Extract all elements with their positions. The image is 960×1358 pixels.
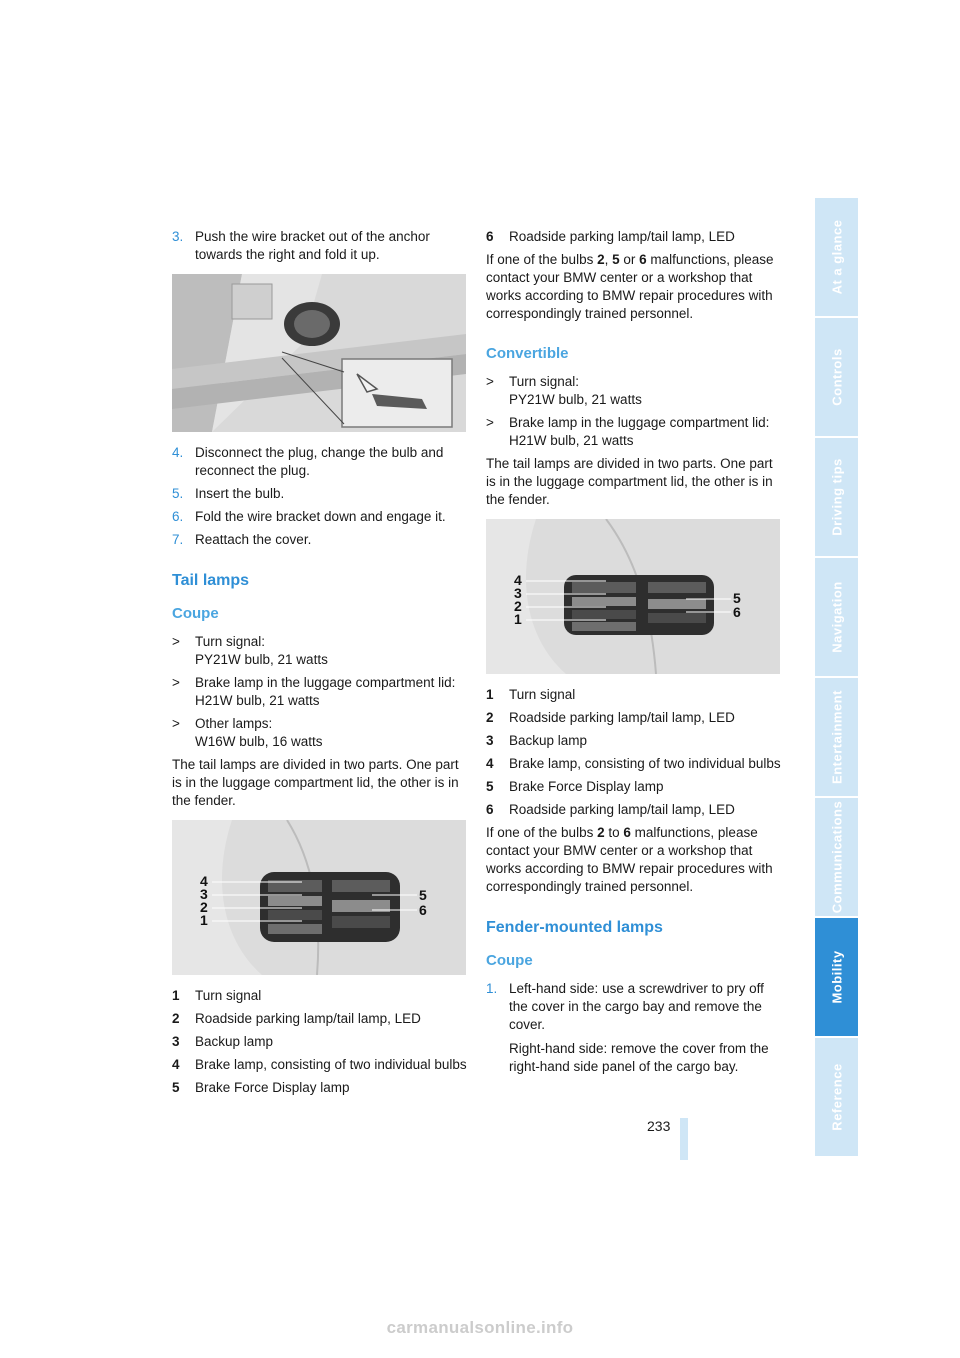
item-text: Brake lamp, consisting of two individual bulbs <box>195 1057 467 1072</box>
list-item <box>172 1010 472 1028</box>
item-number: 1 <box>486 687 494 702</box>
tab-controls[interactable] <box>815 318 858 438</box>
fig-label-6: 6 <box>733 604 741 620</box>
coupe-tail-lamp-illustration <box>172 820 466 975</box>
convertible-tail-lamp-figure <box>486 519 780 674</box>
tab-label: Reference <box>829 1063 844 1131</box>
step-text: Insert the bulb. <box>195 486 285 501</box>
watermark: carmanualsonline.info <box>386 1318 574 1337</box>
bullet-marker: > <box>172 634 180 649</box>
bullet-turn-signal <box>486 373 786 409</box>
paragraph-malfunction: If one of the bulbs 2 to 6 malfunctions, please contact your BMW center or a workshop that works according to BMW repair procedures with correspondingly trained personnel. <box>486 825 773 894</box>
item-number: 4 <box>486 756 494 771</box>
bullet-brake-lamp <box>486 414 786 450</box>
list-item <box>486 228 786 246</box>
bullet-line: Turn signal: <box>195 634 266 649</box>
paragraph-malfunction: If one of the bulbs 2, 5 or 6 malfunctions, please contact your BMW center or a workshop that works according to BMW repair procedures with correspondingly trained personnel. <box>486 252 774 321</box>
fig-label-3: 3 <box>514 585 522 601</box>
step-5 <box>172 485 472 503</box>
tab-label: Driving tips <box>829 458 844 536</box>
bullet-line: Brake lamp in the luggage compartment lid: <box>509 415 770 430</box>
bullet-marker: > <box>172 675 180 690</box>
bullet-turn-signal <box>172 633 472 669</box>
bullet-marker: > <box>172 716 180 731</box>
item-number: 1 <box>172 988 180 1003</box>
subheading-coupe: Coupe <box>172 605 219 622</box>
step-6 <box>172 508 472 526</box>
item-text: Backup lamp <box>509 733 588 748</box>
item-number: 6 <box>486 229 494 244</box>
item-number: 3 <box>486 733 494 748</box>
list-item <box>486 686 786 704</box>
fig-label-3: 3 <box>200 886 208 902</box>
list-item <box>486 732 786 750</box>
step-text: Reattach the cover. <box>195 532 312 547</box>
bullet-line: W16W bulb, 16 watts <box>195 734 323 749</box>
item-text: Brake lamp, consisting of two individual bulbs <box>509 756 781 771</box>
bullet-line: PY21W bulb, 21 watts <box>195 652 328 667</box>
tab-label: Mobility <box>829 950 844 1004</box>
bullet-line: Brake lamp in the luggage compartment lid: <box>195 675 456 690</box>
fig-label-6: 6 <box>419 902 427 918</box>
bullet-marker: > <box>486 415 494 430</box>
tab-at-a-glance[interactable] <box>815 198 858 318</box>
fig-label-1: 1 <box>514 611 522 627</box>
bullet-line: Turn signal: <box>509 374 580 389</box>
tab-communications[interactable] <box>815 798 858 918</box>
bullet-other-lamps <box>172 715 472 751</box>
subheading-coupe: Coupe <box>486 952 533 969</box>
item-text: Turn signal <box>195 988 262 1003</box>
item-number: 2 <box>172 1011 180 1026</box>
tab-label: Entertainment <box>829 690 844 784</box>
item-text: Roadside parking lamp/tail lamp, LED <box>195 1011 421 1026</box>
item-text: Turn signal <box>509 687 576 702</box>
list-item <box>486 755 786 773</box>
step-text: Push the wire bracket out of the anchor towards the right and fold it up. <box>195 229 430 262</box>
step-number: 7. <box>172 532 184 547</box>
list-item <box>486 709 786 727</box>
list-item <box>172 1033 472 1051</box>
item-number: 6 <box>486 802 494 817</box>
list-item <box>172 1056 472 1074</box>
right-column <box>486 228 786 1081</box>
list-item <box>486 801 786 819</box>
list-item <box>172 1079 472 1097</box>
fig-label-5: 5 <box>419 887 427 903</box>
step-text: Disconnect the plug, change the bulb and reconnect the plug. <box>195 445 444 478</box>
convertible-tail-lamp-illustration <box>486 519 780 674</box>
tab-reference[interactable] <box>815 1038 858 1158</box>
item-text: Backup lamp <box>195 1034 274 1049</box>
page-marker-bar <box>680 1118 688 1160</box>
item-text: Roadside parking lamp/tail lamp, LED <box>509 229 735 244</box>
left-column <box>172 228 472 1102</box>
step-number: 4. <box>172 445 184 460</box>
fig-label-5: 5 <box>733 590 741 606</box>
step-3 <box>172 228 472 264</box>
fig-label-2: 2 <box>514 598 522 614</box>
tab-driving-tips[interactable] <box>815 438 858 558</box>
tab-label: Communications <box>829 800 844 914</box>
bullet-line: Other lamps: <box>195 716 273 731</box>
item-number: 5 <box>486 779 494 794</box>
fig-label-4: 4 <box>514 572 522 588</box>
page-number: 233 <box>647 1118 671 1134</box>
list-item <box>172 987 472 1005</box>
item-text: Brake Force Display lamp <box>195 1080 350 1095</box>
step-text: Fold the wire bracket down and engage it. <box>195 509 446 524</box>
bullet-brake-lamp <box>172 674 472 710</box>
fig-label-1: 1 <box>200 912 208 928</box>
item-number: 4 <box>172 1057 180 1072</box>
item-number: 5 <box>172 1080 180 1095</box>
step-number: 6. <box>172 509 184 524</box>
fig-label-4: 4 <box>200 873 208 889</box>
bullet-line: H21W bulb, 21 watts <box>195 693 320 708</box>
fig-label-2: 2 <box>200 899 208 915</box>
tab-mobility[interactable] <box>815 918 858 1038</box>
step-number: 1. <box>486 981 498 996</box>
step-1 <box>486 980 786 1076</box>
bullet-marker: > <box>486 374 494 389</box>
tab-label: At a glance <box>829 219 844 295</box>
item-text: Brake Force Display lamp <box>509 779 664 794</box>
heading-fender-mounted-lamps: Fender-mounted lamps <box>486 919 663 936</box>
item-text: Roadside parking lamp/tail lamp, LED <box>509 802 735 817</box>
paragraph-divided: The tail lamps are divided in two parts. One part is in the luggage compartment lid, the other is in the fender. <box>172 757 459 808</box>
bullet-line: H21W bulb, 21 watts <box>509 433 634 448</box>
list-item <box>486 778 786 796</box>
step-text: Left-hand side: use a screwdriver to pry off the cover in the cargo bay and remove the cover. <box>509 981 764 1032</box>
step-7 <box>172 531 472 549</box>
step-number: 5. <box>172 486 184 501</box>
tab-label: Controls <box>829 348 844 406</box>
item-number: 2 <box>486 710 494 725</box>
subheading-convertible: Convertible <box>486 345 569 362</box>
wire-bracket-figure <box>172 274 466 432</box>
step-number: 3. <box>172 229 184 244</box>
paragraph-divided: The tail lamps are divided in two parts. One part is in the luggage compartment lid, the other is in the fender. <box>486 456 773 507</box>
bullet-line: PY21W bulb, 21 watts <box>509 392 642 407</box>
tab-label: Navigation <box>829 581 844 653</box>
item-number: 3 <box>172 1034 180 1049</box>
tab-entertainment[interactable] <box>815 678 858 798</box>
step-text-2: Right-hand side: remove the cover from the right-hand side panel of the cargo bay. <box>509 1041 769 1074</box>
chapter-tabs <box>815 198 858 1158</box>
wire-bracket-illustration <box>172 274 466 432</box>
tab-navigation[interactable] <box>815 558 858 678</box>
heading-tail-lamps: Tail lamps <box>172 572 250 589</box>
step-4 <box>172 444 472 480</box>
item-text: Roadside parking lamp/tail lamp, LED <box>509 710 735 725</box>
coupe-tail-lamp-figure <box>172 820 466 975</box>
